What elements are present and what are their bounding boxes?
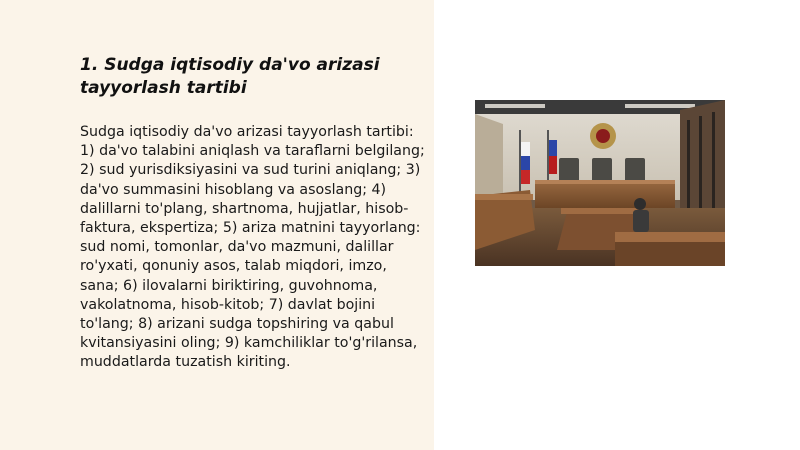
slide-body-text: Sudga iqtisodiy da'vo arizasi tayyorlash tartibi: 1) da'vo talabini aniqlash va taraflarni belgilang; 2) sud yurisdiksiyasini va sud turini aniqlang; 3) da'vo summasini hisoblang va asoslang; 4) dalillarni to'plang, shartnoma, hujjatlar, hisob-faktura, ekspertiza; 5) ariza matnini tayyorlang: sud nomi, tomonlar, da'vo mazmuni, dalillar ro'yxati, qonuniy asos, talab miqdori, imzo, sana; 6) ilovalarni biriktiring, guvohnoma, vakolatnoma, hisob-kitob; 7) davlat bojini to'lang; 8) arizani sudga topshiring va qabul kvitansiyasini oling; 9) kamchiliklar to'g'rilansa, muddatlarda tuzatish kiriting. <box>80 124 425 371</box>
slide-title: 1. Sudga iqtisodiy da'vo arizasi tayyorlash tartibi <box>80 55 380 98</box>
courtroom-photo <box>475 100 725 266</box>
